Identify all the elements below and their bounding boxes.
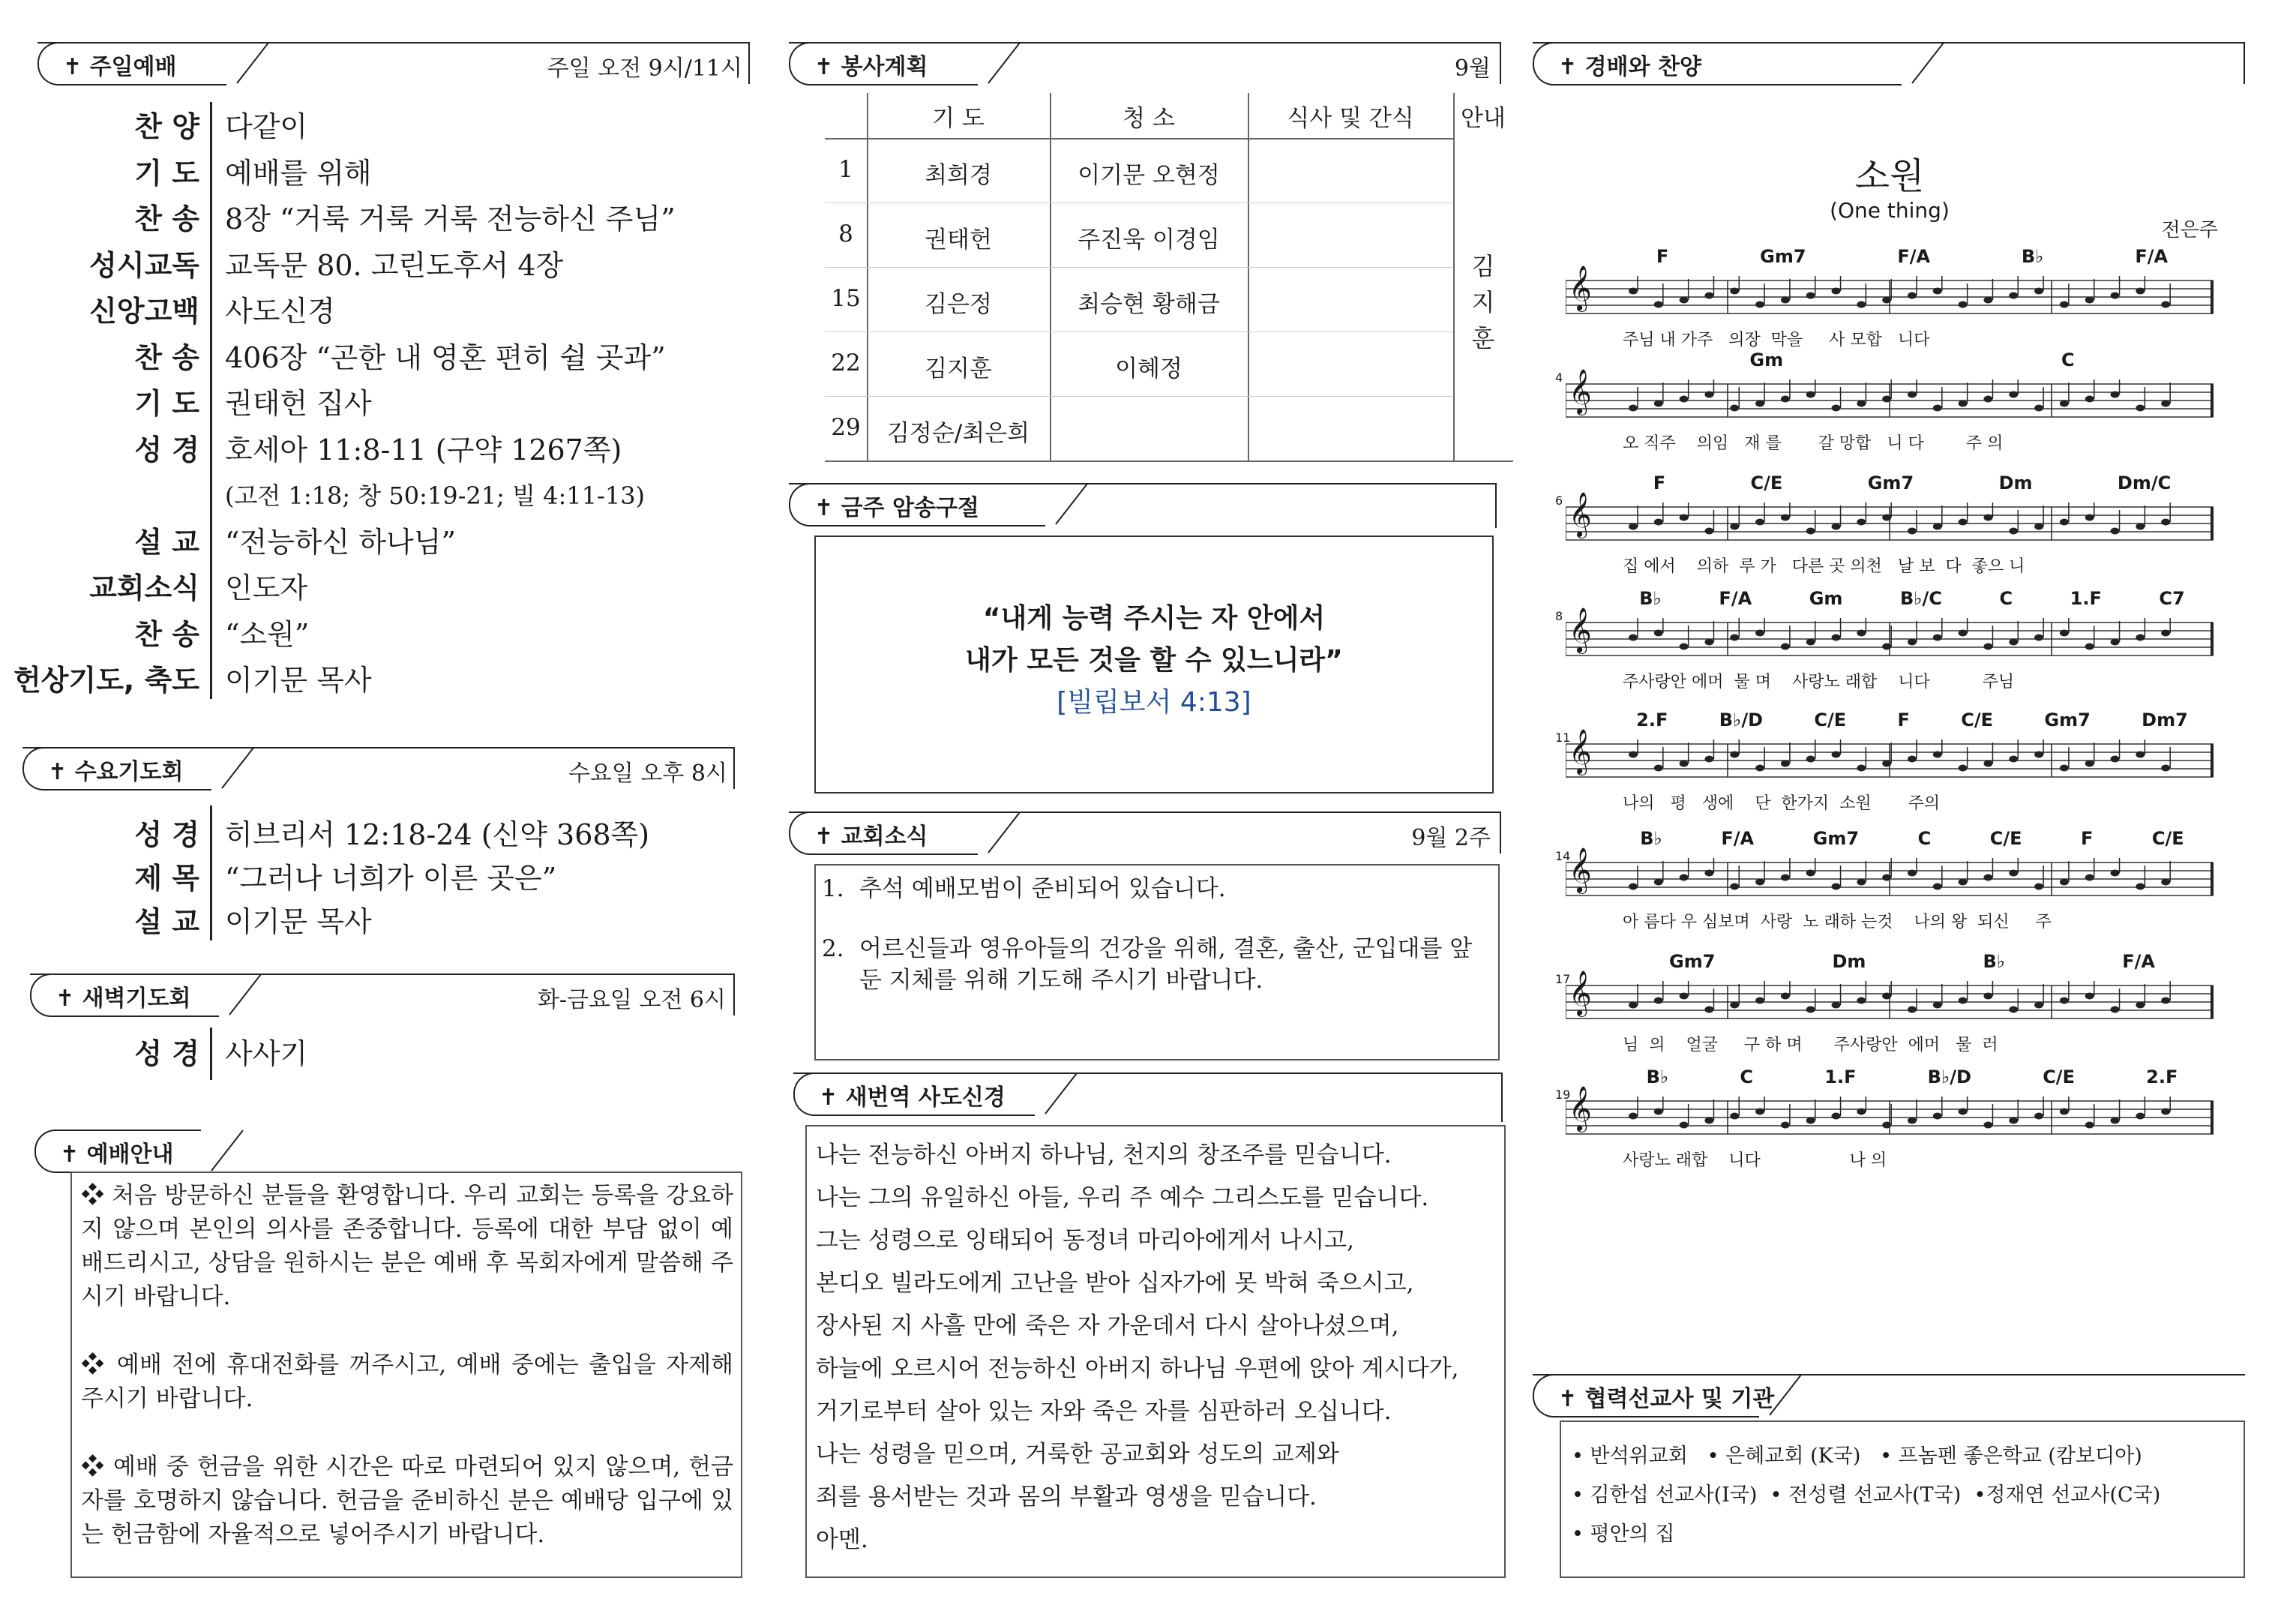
lyrics-line: 나의 평 생에 단 한가지 소원 주의 (1623, 794, 1941, 813)
news-item-text: 추석 예배모범이 준비되어 있습니다. (859, 875, 1226, 902)
chord-symbol: C (1740, 1066, 1754, 1088)
chord-symbol: Gm7 (1867, 472, 1914, 494)
table-column-line (1248, 93, 1249, 460)
missions-section (1533, 1374, 2245, 1419)
chord-symbol: C7 (2159, 588, 2185, 609)
creed-line: 하늘에 오르시어 전능하신 아버지 하나님 우편에 앉아 계시다가, (816, 1355, 1459, 1382)
section-title: ✝ 봉사계획 (814, 54, 928, 80)
order-value: 히브리서 12:18-24 (신약 368쪽) (225, 818, 650, 851)
music-system (1555, 951, 2214, 1064)
chord-symbol: F/A (2122, 951, 2155, 972)
table-usher-char: 훈 (1471, 324, 1495, 352)
staff-lines (1566, 502, 2214, 548)
guide-section (34, 1130, 739, 1172)
table-date: 15 (831, 285, 861, 312)
order-value: 인도자 (225, 572, 308, 604)
staff-lines (1566, 618, 2214, 663)
staff-lines (1566, 858, 2214, 903)
chord-symbol: 1.F (2070, 588, 2102, 609)
order-label: 기 도 (134, 387, 199, 420)
treble-clef-icon: 𝄞 (1569, 266, 1592, 310)
lyrics-line: 주님 내 가주 의장 막을 사 모합 니다 (1623, 331, 1930, 350)
table-date: 8 (838, 220, 853, 248)
order-value: 사사기 (225, 1037, 308, 1070)
order-label: 신앙고백 (89, 295, 199, 328)
table-header: 식사 및 간식 (1287, 105, 1414, 132)
table-prayer: 최희경 (925, 162, 992, 189)
guide-text (81, 1179, 733, 1552)
order-value: “전능하신 하나님” (225, 525, 456, 559)
chord-symbol: Gm7 (2044, 710, 2091, 730)
creed-line: 본디오 빌라도에게 고난을 받아 십자가에 못 박혀 죽으시고, (816, 1270, 1414, 1297)
table-cleaning: 이혜정 (1115, 356, 1182, 382)
creed-line: 나는 전능하신 아버지 하나님, 천지의 창조주를 믿습니다. (816, 1142, 1392, 1168)
song-subtitle: (One thing) (1830, 198, 1950, 223)
table-header: 청 소 (1123, 105, 1175, 132)
news-list (822, 873, 1492, 996)
memory-verse-reference: [빌립보서 4:13] (1057, 687, 1251, 718)
table-date: 29 (831, 414, 861, 441)
chord-symbol: C/E (2043, 1066, 2075, 1088)
table-cleaning: 주진욱 이경임 (1078, 226, 1220, 254)
music-system (1555, 350, 2214, 462)
table-date: 1 (838, 156, 853, 183)
table-row-line (825, 202, 1453, 203)
lyrics-line: 오 직주 의임 재 를 갈 망합 니 다 주 의 (1623, 434, 2004, 453)
order-label: 찬 송 (134, 202, 199, 236)
composer: 전은주 (2161, 219, 2218, 242)
news-item-number: 1. (822, 875, 844, 902)
guide-paragraph: ❖ 예배 중 헌금을 위한 시간은 따로 마련되어 있지 않으며, 헌금자를 호명하지 않습니다. 헌금을 준비하신 분은 예배당 입구에 있는 헌금함에 자율적으로 넣어주시기 바랍니다. (81, 1454, 733, 1548)
order-label: 성 경 (134, 433, 199, 466)
chord-symbol: B♭ (1646, 1066, 1669, 1088)
staff-lines (1566, 276, 2214, 321)
chord-symbol: Gm (1749, 350, 1784, 370)
news-item-text: 어르신들과 영유아들의 건강을 위해, 결혼, 출산, 군입대를 앞둔 지체를 위해 기도해 주시기 바랍니다. (859, 935, 1473, 994)
chord-symbol: C (2061, 350, 2075, 370)
chord-symbol: Gm7 (1812, 828, 1860, 849)
chord-row (1611, 1066, 2214, 1088)
treble-clef-icon: 𝄞 (1569, 848, 1592, 892)
treble-clef-icon: 𝄞 (1569, 608, 1592, 652)
chord-symbol: F/A (1721, 828, 1755, 849)
table-prayer: 김지훈 (925, 356, 992, 382)
order-label: 성시교독 (89, 248, 199, 282)
order-value: 다같이 (225, 110, 308, 143)
mission-line: • 평안의 집 (1572, 1522, 1675, 1546)
chord-symbol: 1.F (1824, 1066, 1857, 1088)
treble-clef-icon: 𝄞 (1569, 492, 1592, 537)
chord-symbol: C/E (1989, 828, 2022, 849)
table-column-line (1050, 93, 1051, 460)
creed-line: 나는 성령을 믿으며, 거룩한 공교회와 성도의 교제와 (816, 1441, 1339, 1468)
section-title: ✝ 교회소식 (814, 824, 928, 850)
order-value: “소원” (225, 617, 310, 651)
chord-symbol: B♭ (1983, 951, 2006, 972)
table-column-line (867, 93, 868, 460)
creed-text (816, 1134, 1498, 1562)
memory-section (789, 483, 1497, 528)
divider-line (210, 1028, 212, 1080)
staff-lines (1566, 740, 2214, 784)
guide-paragraph: ❖ 예배 전에 휴대전화를 꺼주시고, 예배 중에는 출입을 자제해 주시기 바랍니다. (81, 1352, 733, 1412)
order-value: 이기문 목사 (225, 905, 372, 938)
chord-row (1611, 710, 2214, 730)
memory-verse-line-1: “내게 능력 주시는 자 안에서 (982, 603, 1326, 634)
creed-line: 거기로부터 살아 있는 자와 죽은 자를 심판하러 오십니다. (816, 1398, 1392, 1425)
chord-symbol: F (2081, 828, 2094, 849)
chord-symbol: Dm7 (2142, 710, 2188, 730)
creed-section (793, 1072, 1503, 1118)
table-cleaning: 최승현 황해금 (1078, 291, 1220, 318)
order-label: 설 교 (134, 905, 199, 938)
chord-symbol: F/A (2135, 246, 2169, 267)
table-row-line (825, 138, 1453, 140)
table-header: 안내 (1461, 105, 1506, 132)
chord-row (1611, 472, 2214, 494)
creed-line: 그는 성령으로 잉태되어 동정녀 마리아에게서 나시고, (816, 1227, 1354, 1254)
chord-row (1611, 246, 2214, 267)
chord-symbol: C/E (2151, 828, 2184, 849)
table-row-line (825, 460, 1513, 462)
memory-verse-line-2: 내가 모든 것을 할 수 있느니라” (965, 645, 1343, 676)
music-system (1555, 588, 2214, 700)
treble-clef-icon: 𝄞 (1569, 369, 1592, 414)
order-label: 성 경 (134, 818, 199, 851)
news-section (789, 812, 1501, 856)
chord-symbol: C/E (1750, 472, 1783, 494)
music-system (1555, 472, 2214, 585)
order-value: 이기문 목사 (225, 664, 372, 697)
chord-row (1611, 588, 2214, 609)
order-label: 기 도 (134, 156, 199, 190)
treble-clef-icon: 𝄞 (1569, 1086, 1592, 1131)
order-label: 설 교 (134, 525, 199, 559)
section-title: ✝ 협력선교사 및 기관 (1558, 1386, 1775, 1412)
chord-symbol: F/A (1897, 246, 1931, 267)
order-value: 교독문 80. 고린도후서 4장 (225, 248, 564, 282)
table-row-line (825, 396, 1453, 397)
staff-lines (1566, 380, 2214, 424)
guide-paragraph: ❖ 처음 방문하신 분들을 환영합니다. 우리 교회는 등록을 강요하지 않으며 본인의 의사를 존중합니다. 등록에 대한 부담 없이 예배드리시고, 상담을 원하시는 분은 예배 후 목회자에게 말씀해 주시기 바랍니다. (81, 1182, 733, 1310)
chord-symbol: Dm (1998, 472, 2033, 494)
chord-row (1611, 951, 2214, 972)
treble-clef-icon: 𝄞 (1569, 729, 1592, 774)
mission-line: • 김한섭 선교사(I국) • 전성렬 선교사(T국) •정재연 선교사(C국) (1572, 1484, 2161, 1507)
measure-number: 14 (1555, 849, 1571, 863)
section-title: ✝ 금주 암송구절 (814, 495, 979, 521)
chord-symbol: B♭/D (1719, 710, 1764, 730)
chord-symbol: 2.F (2146, 1066, 2178, 1088)
order-value: 406장 “곤한 내 영혼 편히 쉴 곳과” (225, 340, 666, 374)
chord-symbol: Gm7 (1760, 246, 1806, 267)
order-value: (고전 1:18; 창 50:19-21; 빌 4:11-13) (225, 482, 646, 510)
service-plan-section (789, 42, 1501, 87)
order-value: 예배를 위해 (225, 156, 372, 190)
creed-line: 죄를 용서받는 것과 몸의 부활과 영생을 믿습니다. (816, 1484, 1317, 1510)
song-title: 소원 (1854, 155, 1925, 197)
chord-row (1611, 350, 2214, 370)
order-label: 교회소식 (89, 572, 199, 604)
chord-symbol: B♭ (2021, 246, 2044, 267)
sunday-section (37, 42, 750, 87)
dawn-section (30, 974, 735, 1018)
table-prayer: 권태헌 (925, 226, 992, 254)
lyrics-line: 집 에서 의하 루 가 다른 곳 의천 날 보 다 좋으 니 (1623, 557, 2025, 576)
order-value: 권태헌 집사 (225, 387, 372, 420)
lyrics-line: 주사랑안 에머 물 며 사랑노 래합 니다 주님 (1623, 673, 2015, 692)
news-item (822, 873, 1492, 904)
section-time: 수요일 오후 8시 (568, 760, 727, 787)
measure-number: 4 (1555, 370, 1563, 385)
order-label: 찬 송 (134, 617, 199, 651)
music-system (1566, 246, 2214, 358)
chord-symbol: Dm/C (2117, 472, 2172, 494)
music-system (1555, 710, 2214, 822)
chord-symbol: C/E (1814, 710, 1847, 730)
table-header: 기 도 (932, 105, 985, 132)
chord-symbol: C/E (1961, 710, 1994, 730)
chord-symbol: Gm7 (1669, 951, 1716, 972)
chord-symbol: C (1999, 588, 2013, 609)
chord-symbol: B♭ (1640, 828, 1662, 849)
order-label: 헌상기도, 축도 (13, 664, 199, 697)
lyrics-line: 아 름다 우 심보며 사랑 노 래하 는것 나의 왕 되신 주 (1623, 913, 2052, 932)
chord-symbol: 2.F (1636, 710, 1668, 730)
chord-symbol: F (1897, 710, 1910, 730)
section-title: ✝ 새벽기도회 (55, 986, 191, 1012)
wednesday-section (22, 747, 735, 792)
section-title: ✝ 주일예배 (63, 54, 177, 80)
order-value: 8장 “거룩 거룩 거룩 전능하신 주님” (225, 202, 676, 236)
section-title: ✝ 경배와 찬양 (1558, 54, 1701, 80)
table-row-line (825, 267, 1453, 268)
chord-symbol: C (1917, 828, 1932, 849)
measure-number: 8 (1555, 609, 1563, 623)
measure-number: 19 (1555, 1088, 1571, 1102)
chord-symbol: F (1656, 246, 1669, 267)
worship-section (1533, 42, 2245, 87)
chord-symbol: B♭/C (1899, 588, 1942, 609)
measure-number: 17 (1555, 972, 1571, 986)
table-cleaning: 이기문 오현정 (1078, 162, 1220, 189)
order-value: “그러나 너희가 이른 곳은” (225, 862, 557, 895)
mission-line: • 반석위교회 • 은혜교회 (K국) • 프놈펜 좋은학교 (캄보디아) (1572, 1444, 2142, 1468)
chord-symbol: Dm (1832, 951, 1866, 972)
music-system (1555, 1066, 2214, 1179)
lyrics-line: 님 의 얼굴 구 하 며 주사랑안 에머 물 러 (1623, 1036, 1998, 1054)
chord-symbol: B♭ (1639, 588, 1662, 609)
news-week: 9월 2주 (1411, 825, 1491, 851)
section-time: 화-금요일 오전 6시 (537, 987, 726, 1013)
table-usher-char: 지 (1471, 288, 1495, 316)
order-label: 제 목 (134, 862, 199, 895)
section-time: 주일 오전 9시/11시 (547, 56, 742, 82)
chord-symbol: B♭/D (1927, 1066, 1971, 1088)
order-label: 찬 송 (134, 340, 199, 374)
chord-row (1611, 828, 2214, 849)
music-system (1555, 828, 2214, 940)
chord-symbol: F/A (1719, 588, 1752, 609)
service-plan-table (825, 93, 1513, 465)
order-value: 호세아 11:8-11 (구약 1267쪽) (225, 433, 622, 466)
creed-line: 아멘. (816, 1526, 868, 1553)
section-title: ✝ 수요기도회 (48, 759, 184, 785)
order-label: 성 경 (134, 1037, 199, 1070)
table-prayer: 김은정 (925, 291, 992, 318)
section-title: ✝ 예배안내 (60, 1142, 174, 1168)
creed-line: 나는 그의 유일하신 아들, 우리 주 예수 그리스도를 믿습니다. (816, 1184, 1429, 1211)
order-label: 찬 양 (134, 110, 199, 143)
section-title: ✝ 새번역 사도신경 (819, 1084, 1006, 1111)
staff-lines (1566, 1096, 2214, 1142)
order-value: 사도신경 (225, 295, 335, 328)
table-usher-char: 김 (1471, 252, 1495, 280)
measure-number: 11 (1555, 730, 1571, 745)
divider-line (210, 102, 212, 699)
missions-list (1572, 1437, 2239, 1554)
measure-number: 6 (1555, 494, 1563, 508)
table-date: 22 (831, 350, 861, 376)
staff-lines (1566, 981, 2214, 1026)
creed-line: 장사된 지 사흘 만에 죽은 자 가운데서 다시 살아나셨으며, (816, 1312, 1399, 1340)
news-item (822, 933, 1492, 996)
section-month: 9월 (1454, 56, 1491, 82)
divider-line (210, 806, 212, 940)
treble-clef-icon: 𝄞 (1569, 970, 1592, 1016)
news-item-number: 2. (822, 935, 844, 962)
chord-symbol: F (1653, 472, 1666, 494)
lyrics-line: 사랑노 래합 니다 나 의 (1623, 1151, 1887, 1170)
chord-symbol: Gm (1809, 588, 1843, 609)
table-prayer: 김정순/최은희 (886, 420, 1030, 447)
